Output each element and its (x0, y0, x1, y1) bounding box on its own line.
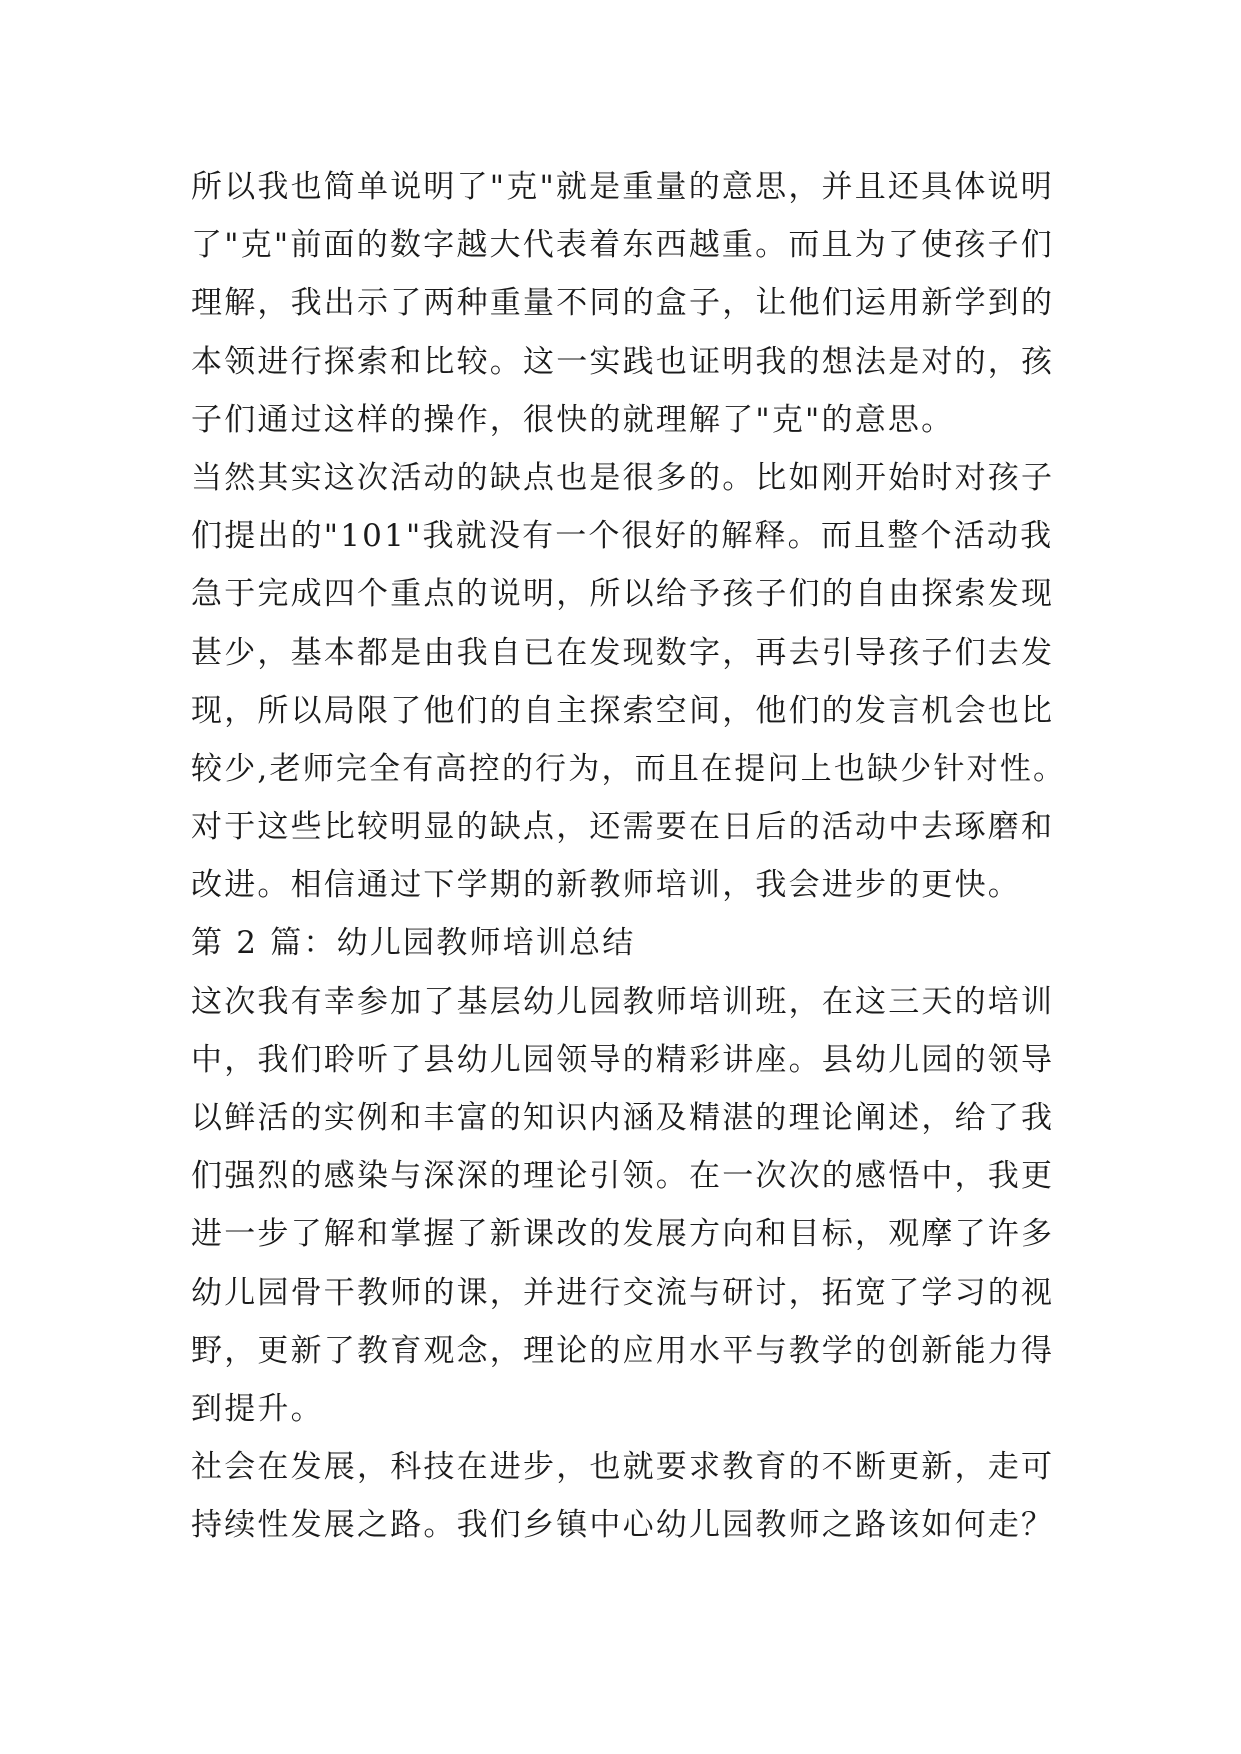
paragraph-line: 了"克"前面的数字越大代表着东西越重。而且为了使孩子们 (191, 227, 1054, 264)
paragraph-line: 较少,老师完全有高控的行为，而且在提问上也缺少针对性。 (191, 750, 1067, 787)
paragraph-line: 现，所以局限了他们的自主探索空间，他们的发言机会也比 (191, 692, 1055, 729)
paragraph-line: 到提升。 (191, 1390, 324, 1427)
paragraph-line: 当然其实这次活动的缺点也是很多的。比如刚开始时对孩子 (191, 459, 1055, 496)
paragraph-line: 中，我们聆听了县幼儿园领导的精彩讲座。县幼儿园的领导 (191, 1041, 1055, 1078)
paragraph-line: 改进。相信通过下学期的新教师培训，我会进步的更快。 (191, 867, 1021, 904)
paragraph-line: 所以我也简单说明了"克"就是重量的意思，并且还具体说明 (191, 169, 1054, 205)
paragraph-line: 野，更新了教育观念，理论的应用水平与教学的创新能力得 (191, 1332, 1055, 1369)
paragraph-line: 持续性发展之路。我们乡镇中心幼儿园教师之路该如何走？ (191, 1507, 1055, 1544)
paragraph-line: 幼儿园骨干教师的课，并进行交流与研讨，拓宽了学习的视 (191, 1274, 1055, 1311)
paragraph-line: 以鲜活的实例和丰富的知识内涵及精湛的理论阐述，给了我 (191, 1100, 1055, 1136)
paragraph-line: 们提出的"101"我就没有一个很好的解释。而且整个活动我 (191, 518, 1054, 555)
paragraph-line: 急于完成四个重点的说明，所以给予孩子们的自由探索发现 (191, 576, 1055, 613)
paragraph-line: 进一步了解和掌握了新课改的发展方向和目标，观摩了许多 (191, 1216, 1055, 1253)
section-heading: 第 2 篇：幼儿园教师培训总结 (191, 925, 636, 962)
paragraph-line: 社会在发展，科技在进步，也就要求教育的不断更新，走可 (191, 1449, 1055, 1486)
document-body (191, 158, 1071, 1555)
paragraph-line: 们强烈的感染与深深的理论引领。在一次次的感悟中，我更 (191, 1158, 1055, 1195)
paragraph-line: 甚少，基本都是由我自已在发现数字，再去引导孩子们去发 (191, 634, 1055, 671)
paragraph-line: 这次我有幸参加了基层幼儿园教师培训班，在这三天的培训 (191, 983, 1055, 1020)
paragraph-line: 对于这些比较明显的缺点，还需要在日后的活动中去琢磨和 (191, 809, 1055, 846)
paragraph-line: 子们通过这样的操作，很快的就理解了"克"的意思。 (191, 401, 955, 438)
paragraph-line: 理解，我出示了两种重量不同的盒子，让他们运用新学到的 (191, 285, 1055, 322)
paragraph-line: 本领进行探索和比较。这一实践也证明我的想法是对的，孩 (191, 343, 1055, 380)
